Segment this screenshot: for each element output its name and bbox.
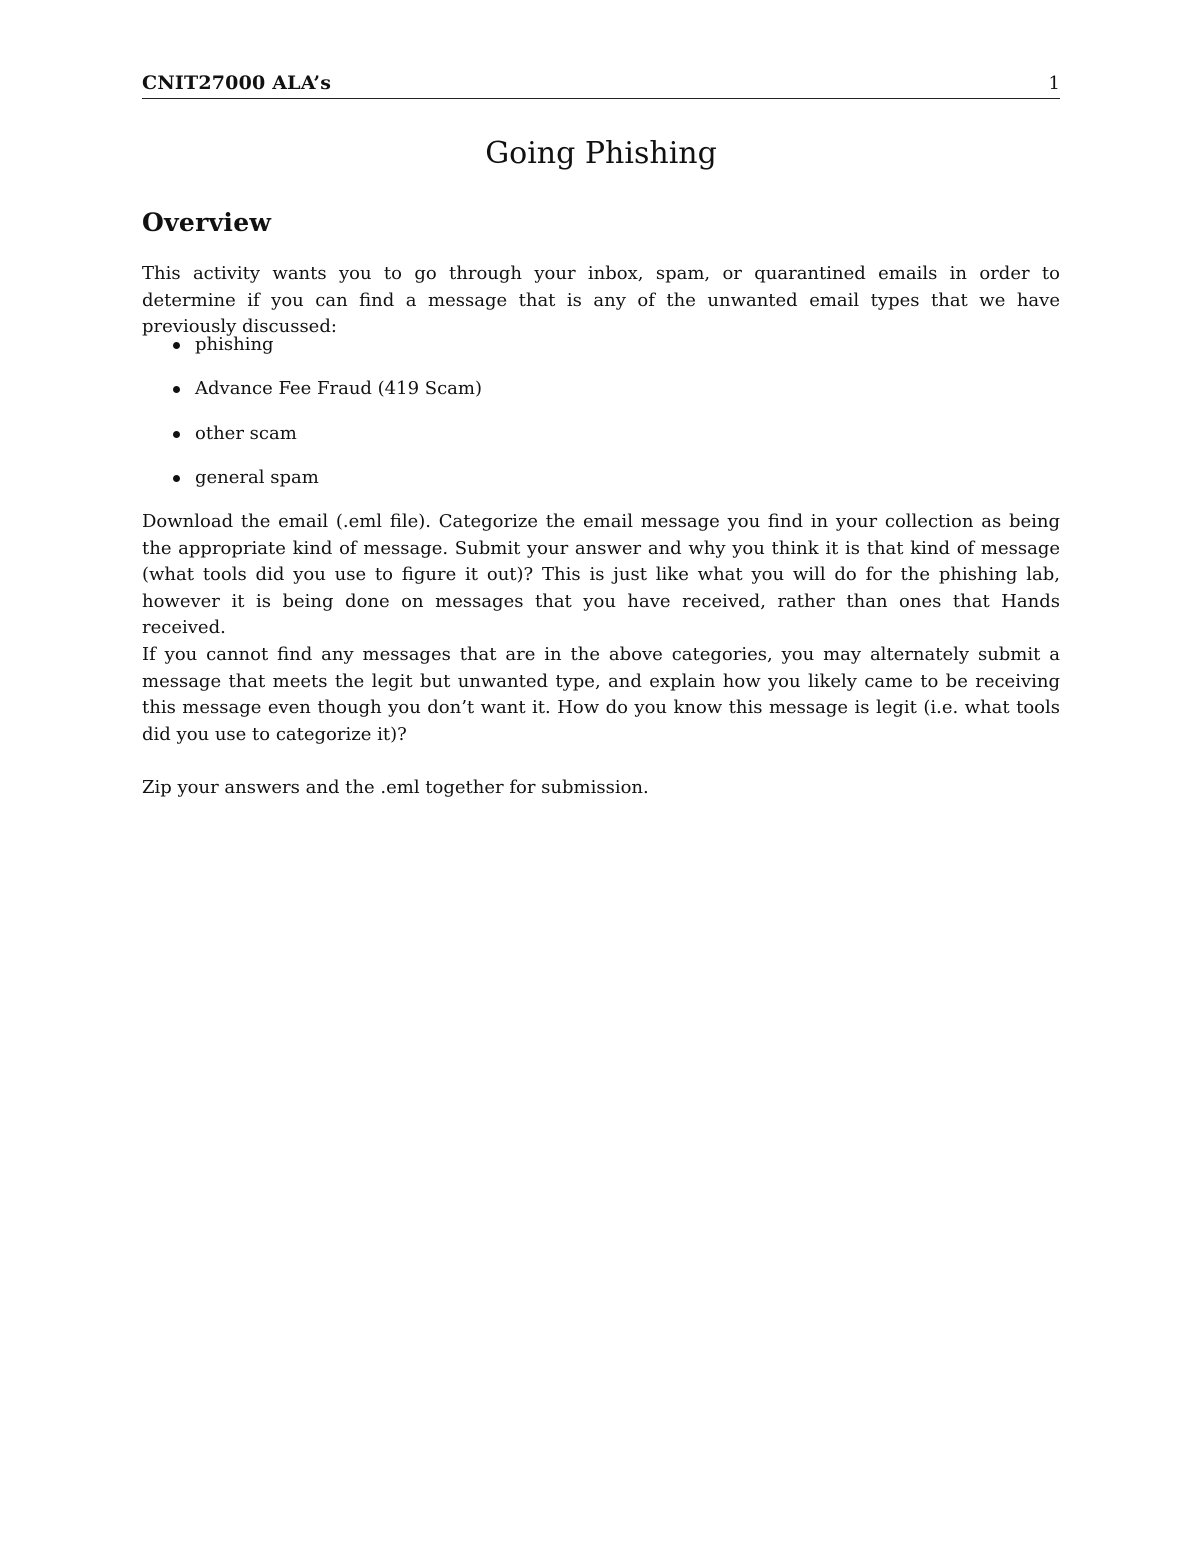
list-item — [142, 332, 482, 376]
list-item-text: general spam — [195, 466, 319, 488]
bullet-icon — [173, 342, 180, 349]
course-header: CNIT27000 ALA’s — [142, 72, 332, 94]
list-item — [142, 376, 482, 420]
page-number: 1 — [1048, 73, 1060, 94]
list-item-text: other scam — [195, 422, 297, 444]
list-item — [142, 465, 482, 509]
alternate-paragraph: If you cannot find any messages that are in the above categories, you may alternately submit a message that meets the legit but unwanted type, and explain how you likely came to be receiving this message even though you don’t want it. How do you know this message is legit (i.e. what tools did you use to categorize it)? — [142, 644, 1060, 745]
document-title: Going Phishing — [485, 136, 717, 171]
list-item-text: Advance Fee Fraud (419 Scam) — [195, 378, 482, 400]
bullet-icon — [173, 431, 180, 438]
submission-paragraph: Zip your answers and the .eml together for submission. — [142, 777, 649, 798]
bullet-icon — [173, 386, 180, 393]
section-heading-overview: Overview — [142, 208, 272, 237]
list-item-text: phishing — [195, 334, 274, 355]
bullet-icon — [173, 475, 180, 482]
page-header — [142, 70, 1060, 99]
list-item — [142, 421, 482, 465]
email-type-list — [142, 332, 482, 509]
intro-paragraph: This activity wants you to go through your inbox, spam, or quarantined emails in order to determine if you can find a message that is any of the unwanted email types that we have previously discussed: — [142, 263, 1060, 337]
instructions-paragraph: Download the email (.eml file). Categorize the email message you find in your collection as being the appropriate kind of message. Submit your answer and why you think it is that kind of message (what tools did you use to figure it out)? This is just like what you will do for the phishing lab, however it is being done on messages that you have received, rather than ones that Hands received. — [142, 511, 1060, 638]
